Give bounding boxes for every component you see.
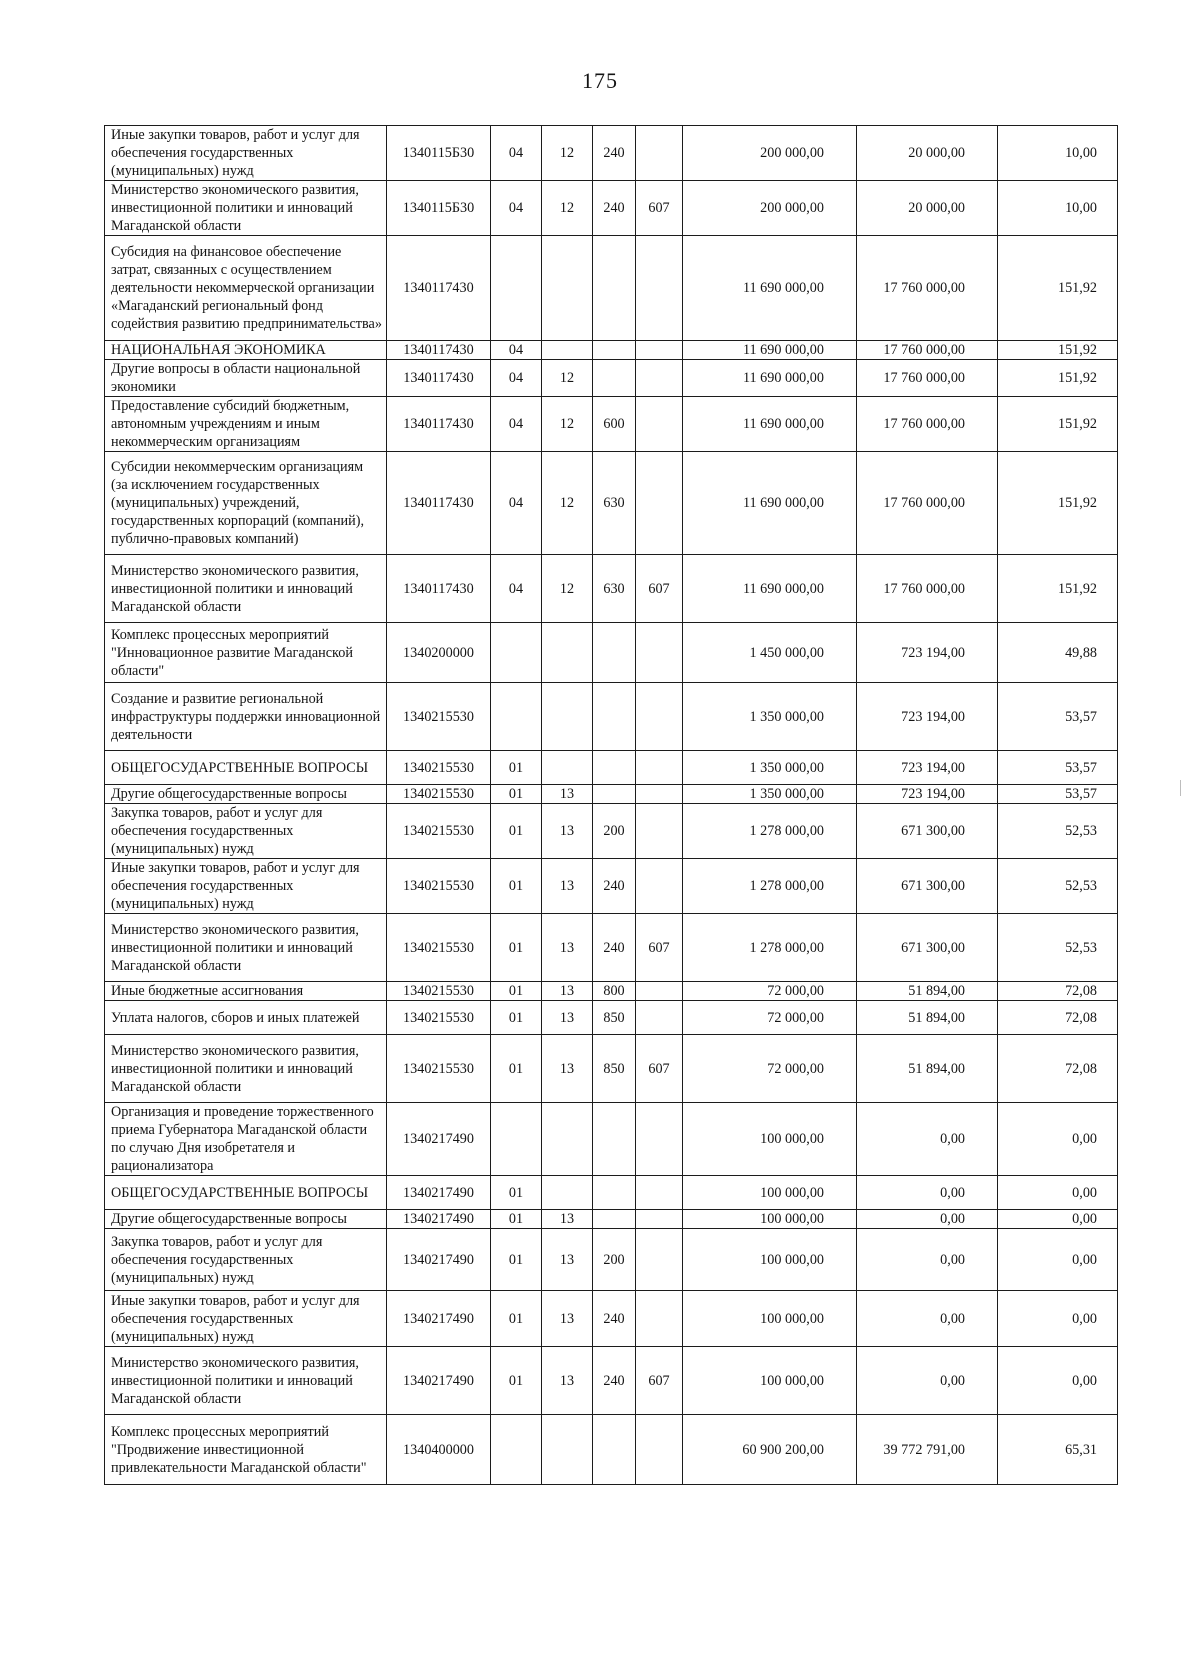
cell-subsection: 13	[542, 1347, 593, 1415]
table-row	[105, 623, 1118, 683]
cell-percent: 151,92	[998, 236, 1118, 341]
table-row	[105, 555, 1118, 623]
cell-percent: 151,92	[998, 360, 1118, 397]
cell-percent: 151,92	[998, 452, 1118, 555]
table-body	[105, 126, 1118, 1485]
cell-subsection	[542, 683, 593, 751]
table-row	[105, 859, 1118, 914]
cell-expense-type: 600	[593, 397, 636, 452]
cell-subsection: 12	[542, 452, 593, 555]
cell-name: ОБЩЕГОСУДАРСТВЕННЫЕ ВОПРОСЫ	[105, 751, 387, 785]
cell-subsection: 13	[542, 1001, 593, 1035]
table-row	[105, 236, 1118, 341]
cell-code: 1340217490	[387, 1229, 491, 1291]
cell-executed: 17 760 000,00	[857, 555, 998, 623]
cell-expense-type: 200	[593, 804, 636, 859]
cell-planned: 11 690 000,00	[683, 555, 857, 623]
cell-name: Другие общегосударственные вопросы	[105, 785, 387, 804]
table-row	[105, 914, 1118, 982]
cell-section: 01	[491, 1347, 542, 1415]
cell-code: 1340400000	[387, 1415, 491, 1485]
cell-expense-type: 630	[593, 452, 636, 555]
cell-executed: 51 894,00	[857, 1035, 998, 1103]
cell-code: 1340215530	[387, 785, 491, 804]
cell-executed: 0,00	[857, 1176, 998, 1210]
cell-subsection	[542, 1415, 593, 1485]
cell-section: 04	[491, 397, 542, 452]
cell-code: 1340215530	[387, 914, 491, 982]
cell-code: 1340117430	[387, 236, 491, 341]
cell-name: Комплекс процессных мероприятий "Продвижение инвестиционной привлекательности Магаданской области"	[105, 1415, 387, 1485]
cell-code: 1340215530	[387, 683, 491, 751]
table-row	[105, 1035, 1118, 1103]
cell-percent: 52,53	[998, 859, 1118, 914]
scan-edge-mark	[1180, 780, 1181, 796]
cell-section: 04	[491, 126, 542, 181]
cell-expense-type: 240	[593, 859, 636, 914]
cell-subsection	[542, 341, 593, 360]
cell-agency	[636, 126, 683, 181]
table-row	[105, 397, 1118, 452]
cell-agency	[636, 1103, 683, 1176]
cell-expense-type: 800	[593, 982, 636, 1001]
cell-code: 1340115Б30	[387, 181, 491, 236]
cell-expense-type: 850	[593, 1035, 636, 1103]
cell-agency	[636, 751, 683, 785]
cell-percent: 52,53	[998, 804, 1118, 859]
cell-agency: 607	[636, 181, 683, 236]
cell-subsection: 13	[542, 859, 593, 914]
cell-planned: 1 350 000,00	[683, 683, 857, 751]
table-row	[105, 126, 1118, 181]
cell-percent: 151,92	[998, 397, 1118, 452]
cell-name: Другие общегосударственные вопросы	[105, 1210, 387, 1229]
cell-executed: 723 194,00	[857, 623, 998, 683]
cell-expense-type	[593, 751, 636, 785]
cell-percent: 151,92	[998, 341, 1118, 360]
cell-section	[491, 1415, 542, 1485]
cell-expense-type	[593, 1210, 636, 1229]
cell-percent: 53,57	[998, 751, 1118, 785]
cell-expense-type: 200	[593, 1229, 636, 1291]
cell-name: Закупка товаров, работ и услуг для обеспечения государственных (муниципальных) нужд	[105, 1229, 387, 1291]
cell-planned: 100 000,00	[683, 1176, 857, 1210]
cell-agency: 607	[636, 555, 683, 623]
cell-percent: 0,00	[998, 1229, 1118, 1291]
cell-code: 1340217490	[387, 1210, 491, 1229]
cell-percent: 65,31	[998, 1415, 1118, 1485]
cell-section: 04	[491, 181, 542, 236]
cell-expense-type	[593, 1415, 636, 1485]
cell-subsection	[542, 751, 593, 785]
cell-code: 1340117430	[387, 397, 491, 452]
cell-percent: 0,00	[998, 1176, 1118, 1210]
cell-agency: 607	[636, 1035, 683, 1103]
cell-section: 04	[491, 452, 542, 555]
cell-planned: 100 000,00	[683, 1347, 857, 1415]
table-row	[105, 1176, 1118, 1210]
table-row	[105, 1001, 1118, 1035]
cell-agency: 607	[636, 914, 683, 982]
table-row	[105, 1291, 1118, 1347]
cell-planned: 100 000,00	[683, 1229, 857, 1291]
cell-planned: 11 690 000,00	[683, 236, 857, 341]
cell-section: 04	[491, 555, 542, 623]
cell-code: 1340217490	[387, 1291, 491, 1347]
cell-expense-type: 240	[593, 181, 636, 236]
cell-subsection	[542, 1176, 593, 1210]
cell-name: Закупка товаров, работ и услуг для обеспечения государственных (муниципальных) нужд	[105, 804, 387, 859]
cell-subsection: 12	[542, 360, 593, 397]
cell-section: 04	[491, 341, 542, 360]
cell-executed: 671 300,00	[857, 859, 998, 914]
cell-section	[491, 236, 542, 341]
cell-agency	[636, 452, 683, 555]
cell-section: 01	[491, 1210, 542, 1229]
cell-code: 1340217490	[387, 1176, 491, 1210]
cell-executed: 723 194,00	[857, 751, 998, 785]
cell-section: 01	[491, 859, 542, 914]
cell-percent: 0,00	[998, 1347, 1118, 1415]
table-row	[105, 751, 1118, 785]
cell-section	[491, 623, 542, 683]
cell-agency	[636, 1210, 683, 1229]
table-row	[105, 1210, 1118, 1229]
cell-subsection: 13	[542, 1291, 593, 1347]
cell-name: Иные закупки товаров, работ и услуг для обеспечения государственных (муниципальных) нужд	[105, 859, 387, 914]
cell-executed: 39 772 791,00	[857, 1415, 998, 1485]
cell-code: 1340217490	[387, 1103, 491, 1176]
cell-expense-type: 240	[593, 1291, 636, 1347]
cell-section: 01	[491, 1001, 542, 1035]
cell-agency	[636, 1415, 683, 1485]
cell-expense-type: 240	[593, 126, 636, 181]
cell-subsection: 13	[542, 982, 593, 1001]
cell-planned: 11 690 000,00	[683, 397, 857, 452]
cell-percent: 49,88	[998, 623, 1118, 683]
cell-executed: 0,00	[857, 1347, 998, 1415]
cell-planned: 11 690 000,00	[683, 452, 857, 555]
cell-executed: 20 000,00	[857, 126, 998, 181]
cell-subsection: 13	[542, 785, 593, 804]
cell-agency	[636, 859, 683, 914]
cell-percent: 0,00	[998, 1103, 1118, 1176]
cell-planned: 11 690 000,00	[683, 341, 857, 360]
cell-name: Другие вопросы в области национальной экономики	[105, 360, 387, 397]
table-row	[105, 360, 1118, 397]
cell-percent: 10,00	[998, 181, 1118, 236]
cell-name: Министерство экономического развития, инвестиционной политики и инноваций Магаданской области	[105, 181, 387, 236]
cell-name: Иные закупки товаров, работ и услуг для обеспечения государственных (муниципальных) нужд	[105, 1291, 387, 1347]
cell-expense-type	[593, 683, 636, 751]
cell-executed: 671 300,00	[857, 804, 998, 859]
table-row	[105, 683, 1118, 751]
cell-executed: 51 894,00	[857, 982, 998, 1001]
cell-name: ОБЩЕГОСУДАРСТВЕННЫЕ ВОПРОСЫ	[105, 1176, 387, 1210]
cell-subsection: 13	[542, 1210, 593, 1229]
cell-subsection: 13	[542, 804, 593, 859]
cell-executed: 0,00	[857, 1103, 998, 1176]
cell-agency	[636, 1229, 683, 1291]
cell-executed: 51 894,00	[857, 1001, 998, 1035]
cell-expense-type	[593, 785, 636, 804]
cell-agency	[636, 1291, 683, 1347]
table-row	[105, 1229, 1118, 1291]
cell-section: 01	[491, 751, 542, 785]
cell-name: Министерство экономического развития, инвестиционной политики и инноваций Магаданской области	[105, 1035, 387, 1103]
cell-percent: 72,08	[998, 982, 1118, 1001]
cell-executed: 0,00	[857, 1291, 998, 1347]
cell-subsection	[542, 1103, 593, 1176]
cell-executed: 17 760 000,00	[857, 236, 998, 341]
cell-name: НАЦИОНАЛЬНАЯ ЭКОНОМИКА	[105, 341, 387, 360]
cell-code: 1340117430	[387, 360, 491, 397]
cell-code: 1340215530	[387, 1001, 491, 1035]
cell-section: 01	[491, 982, 542, 1001]
cell-executed: 17 760 000,00	[857, 341, 998, 360]
cell-subsection: 12	[542, 181, 593, 236]
cell-name: Комплекс процессных мероприятий "Инновационное развитие Магаданской области"	[105, 623, 387, 683]
cell-expense-type	[593, 623, 636, 683]
table-row	[105, 982, 1118, 1001]
cell-planned: 1 450 000,00	[683, 623, 857, 683]
cell-code: 1340215530	[387, 751, 491, 785]
table-row	[105, 804, 1118, 859]
cell-percent: 53,57	[998, 683, 1118, 751]
cell-percent: 72,08	[998, 1001, 1118, 1035]
cell-section: 01	[491, 1291, 542, 1347]
cell-expense-type: 850	[593, 1001, 636, 1035]
cell-percent: 151,92	[998, 555, 1118, 623]
cell-agency	[636, 1001, 683, 1035]
cell-percent: 53,57	[998, 785, 1118, 804]
page-number: 175	[582, 68, 618, 93]
cell-executed: 17 760 000,00	[857, 397, 998, 452]
cell-section: 01	[491, 804, 542, 859]
cell-agency	[636, 785, 683, 804]
cell-section	[491, 683, 542, 751]
cell-expense-type: 240	[593, 1347, 636, 1415]
cell-agency	[636, 360, 683, 397]
cell-planned: 11 690 000,00	[683, 360, 857, 397]
cell-code: 1340117430	[387, 452, 491, 555]
cell-name: Министерство экономического развития, инвестиционной политики и инноваций Магаданской области	[105, 555, 387, 623]
cell-agency	[636, 804, 683, 859]
cell-name: Организация и проведение торжественного приема Губернатора Магаданской области по случаю Дня изобретателя и рационализатора	[105, 1103, 387, 1176]
cell-planned: 200 000,00	[683, 181, 857, 236]
cell-expense-type	[593, 1176, 636, 1210]
cell-percent: 10,00	[998, 126, 1118, 181]
cell-code: 1340115Б30	[387, 126, 491, 181]
cell-planned: 100 000,00	[683, 1291, 857, 1347]
cell-expense-type	[593, 1103, 636, 1176]
cell-executed: 723 194,00	[857, 683, 998, 751]
cell-section: 04	[491, 360, 542, 397]
table-row	[105, 452, 1118, 555]
cell-planned: 100 000,00	[683, 1210, 857, 1229]
cell-executed: 17 760 000,00	[857, 360, 998, 397]
cell-planned: 72 000,00	[683, 1001, 857, 1035]
cell-subsection: 13	[542, 1035, 593, 1103]
table-row	[105, 181, 1118, 236]
cell-code: 1340117430	[387, 555, 491, 623]
cell-planned: 60 900 200,00	[683, 1415, 857, 1485]
cell-subsection: 13	[542, 1229, 593, 1291]
cell-subsection	[542, 623, 593, 683]
cell-executed: 0,00	[857, 1210, 998, 1229]
cell-subsection: 12	[542, 397, 593, 452]
cell-planned: 1 350 000,00	[683, 751, 857, 785]
cell-name: Субсидии некоммерческим организациям (за исключением государственных (муниципальных) учреждений, государственных корпораций (компаний), публично-правовых компаний)	[105, 452, 387, 555]
budget-table	[104, 125, 1118, 1485]
cell-name: Создание и развитие региональной инфраструктуры поддержки инновационной деятельности	[105, 683, 387, 751]
table-row	[105, 341, 1118, 360]
table-row	[105, 785, 1118, 804]
cell-planned: 1 350 000,00	[683, 785, 857, 804]
cell-expense-type: 630	[593, 555, 636, 623]
cell-planned: 100 000,00	[683, 1103, 857, 1176]
cell-name: Министерство экономического развития, инвестиционной политики и инноваций Магаданской области	[105, 914, 387, 982]
cell-code: 1340200000	[387, 623, 491, 683]
cell-name: Министерство экономического развития, инвестиционной политики и инноваций Магаданской области	[105, 1347, 387, 1415]
cell-name: Иные закупки товаров, работ и услуг для обеспечения государственных (муниципальных) нужд	[105, 126, 387, 181]
cell-percent: 72,08	[998, 1035, 1118, 1103]
cell-section: 01	[491, 1176, 542, 1210]
cell-code: 1340215530	[387, 859, 491, 914]
cell-planned: 200 000,00	[683, 126, 857, 181]
cell-subsection: 12	[542, 555, 593, 623]
cell-section: 01	[491, 785, 542, 804]
cell-percent: 0,00	[998, 1291, 1118, 1347]
cell-expense-type	[593, 341, 636, 360]
cell-subsection: 12	[542, 126, 593, 181]
cell-expense-type	[593, 236, 636, 341]
cell-planned: 1 278 000,00	[683, 804, 857, 859]
cell-code: 1340215530	[387, 982, 491, 1001]
cell-name: Предоставление субсидий бюджетным, автономным учреждениям и иным некоммерческим организациям	[105, 397, 387, 452]
cell-section: 01	[491, 914, 542, 982]
cell-executed: 20 000,00	[857, 181, 998, 236]
cell-executed: 723 194,00	[857, 785, 998, 804]
cell-code: 1340215530	[387, 804, 491, 859]
cell-agency: 607	[636, 1347, 683, 1415]
cell-agency	[636, 397, 683, 452]
cell-agency	[636, 341, 683, 360]
cell-agency	[636, 982, 683, 1001]
cell-planned: 1 278 000,00	[683, 914, 857, 982]
cell-executed: 671 300,00	[857, 914, 998, 982]
cell-section: 01	[491, 1035, 542, 1103]
cell-planned: 72 000,00	[683, 1035, 857, 1103]
cell-expense-type: 240	[593, 914, 636, 982]
cell-subsection: 13	[542, 914, 593, 982]
cell-percent: 52,53	[998, 914, 1118, 982]
cell-name: Иные бюджетные ассигнования	[105, 982, 387, 1001]
cell-section: 01	[491, 1229, 542, 1291]
cell-agency	[636, 623, 683, 683]
cell-name: Субсидия на финансовое обеспечение затрат, связанных с осуществлением деятельности некоммерческой организации «Магаданский региональный фонд содействия развитию предпринимательства»	[105, 236, 387, 341]
cell-code: 1340217490	[387, 1347, 491, 1415]
cell-executed: 17 760 000,00	[857, 452, 998, 555]
cell-section	[491, 1103, 542, 1176]
cell-planned: 1 278 000,00	[683, 859, 857, 914]
cell-subsection	[542, 236, 593, 341]
table-row	[105, 1103, 1118, 1176]
cell-name: Уплата налогов, сборов и иных платежей	[105, 1001, 387, 1035]
cell-agency	[636, 683, 683, 751]
cell-executed: 0,00	[857, 1229, 998, 1291]
table-row	[105, 1347, 1118, 1415]
cell-expense-type	[593, 360, 636, 397]
cell-agency	[636, 236, 683, 341]
cell-planned: 72 000,00	[683, 982, 857, 1001]
cell-percent: 0,00	[998, 1210, 1118, 1229]
table-row	[105, 1415, 1118, 1485]
cell-code: 1340117430	[387, 341, 491, 360]
cell-agency	[636, 1176, 683, 1210]
cell-code: 1340215530	[387, 1035, 491, 1103]
